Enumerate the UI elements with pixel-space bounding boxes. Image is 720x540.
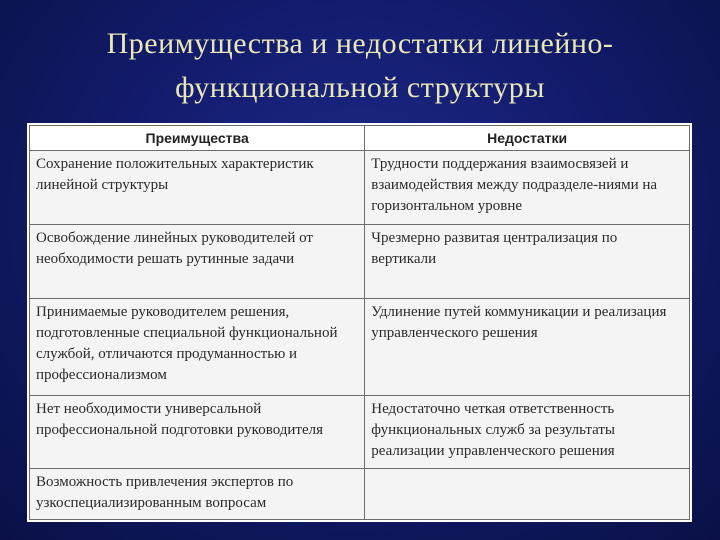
disadvantage-cell [365, 469, 690, 520]
slide-title-line-1: Преимущества и недостатки линейно- [106, 27, 614, 60]
slide-title [0, 22, 720, 110]
advantage-cell: Сохранение положительных характеристик линейной структуры [30, 151, 365, 225]
header-advantages: Преимущества [30, 126, 365, 151]
advantage-cell: Принимаемые руководителем решения, подготовленные специальной функциональной службой, отличаются продуманностью и профессионализмом [30, 298, 365, 395]
disadvantage-cell: Чрезмерно развитая централизация по вертикали [365, 224, 690, 298]
header-disadvantages: Недостатки [365, 126, 690, 151]
table-row [30, 469, 690, 520]
disadvantage-cell: Недостаточно четкая ответственность функциональных служб за результаты реализации управленческого решения [365, 395, 690, 469]
comparison-table-container [27, 123, 692, 522]
table-row [30, 224, 690, 298]
advantage-cell: Возможность привлечения экспертов по узкоспециализированным вопросам [30, 469, 365, 520]
advantage-cell: Нет необходимости универсальной профессиональной подготовки руководителя [30, 395, 365, 469]
disadvantage-cell: Трудности поддержания взаимосвязей и взаимодействия между подразделе-ниями на горизонтальном уровне [365, 151, 690, 225]
table-row [30, 298, 690, 395]
table-row [30, 395, 690, 469]
table-row [30, 151, 690, 225]
comparison-table [29, 125, 690, 520]
disadvantage-cell: Удлинение путей коммуникации и реализация управленческого решения [365, 298, 690, 395]
table-header-row [30, 126, 690, 151]
advantage-cell: Освобождение линейных руководителей от необходимости решать рутинные задачи [30, 224, 365, 298]
slide-title-line-2: функциональной структуры [175, 71, 545, 104]
